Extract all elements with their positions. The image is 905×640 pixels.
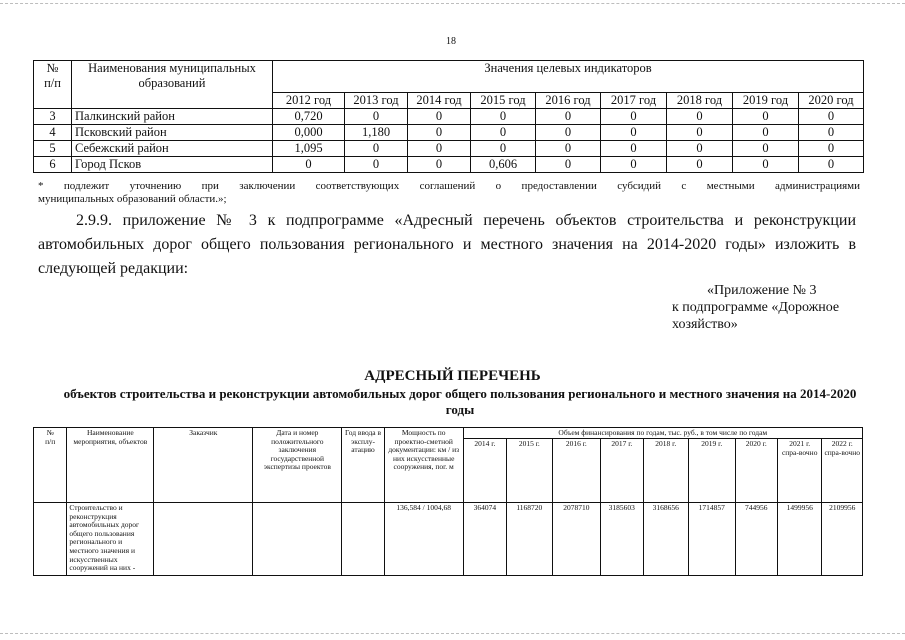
year-header: 2017 год [601, 93, 667, 109]
table-row [34, 109, 864, 125]
year-header: 2020 год [799, 93, 864, 109]
row-num: 4 [34, 125, 72, 141]
row-value: 0 [601, 109, 667, 125]
t2-header-capacity: Мощность по проектно-сметной документации: км / из них искусственные сооружения, пог. м [384, 428, 463, 503]
appendix-line-3: хозяйство» [672, 317, 738, 332]
row-value: 0 [471, 141, 536, 157]
col-header-values: Значения целевых индикаторов [273, 61, 864, 93]
appendix-line-1: «Приложение № 3 [707, 283, 817, 298]
t2-row-value: 744956 [735, 503, 777, 576]
row-value: 0,606 [471, 157, 536, 173]
row-num: 5 [34, 141, 72, 157]
row-value: 0 [345, 141, 408, 157]
row-value: 0 [408, 141, 471, 157]
row-value: 1,095 [273, 141, 345, 157]
row-value: 0 [345, 157, 408, 173]
row-value: 0 [667, 125, 733, 141]
t2-year-header: 2018 г. [643, 439, 688, 503]
row-value: 0,720 [273, 109, 345, 125]
t2-row-value: 364074 [463, 503, 506, 576]
address-list-table [33, 427, 863, 576]
page-number: 18 [446, 36, 456, 47]
top-scan-edge [0, 3, 905, 4]
year-header: 2015 год [471, 93, 536, 109]
row-name: Себежский район [72, 141, 273, 157]
t2-header-customer: Заказчик [154, 428, 253, 503]
year-header: 2014 год [408, 93, 471, 109]
row-value: 0 [733, 125, 799, 141]
row-value: 0 [536, 109, 601, 125]
row-value: 0 [601, 125, 667, 141]
row-value: 0 [536, 141, 601, 157]
year-header: 2018 год [667, 93, 733, 109]
t2-row-value: 1499956 [777, 503, 821, 576]
row-value: 0 [408, 157, 471, 173]
t2-year-header: 2022 г. спра-вочно [822, 439, 863, 503]
table-row [34, 503, 863, 576]
appendix-header [672, 282, 872, 333]
row-value: 0 [733, 141, 799, 157]
row-value: 0,000 [273, 125, 345, 141]
row-value: 0 [799, 157, 864, 173]
year-header: 2012 год [273, 93, 345, 109]
t2-row-num [34, 503, 67, 576]
t2-year-header: 2017 г. [601, 439, 643, 503]
bottom-scan-edge [0, 633, 905, 634]
t2-row-year [342, 503, 384, 576]
t2-row-name: Строительство и реконструкция автомобильных дорог общего пользования регионального и местного значения и искусственных сооружений на них - [67, 503, 154, 576]
t2-row-capacity: 136,584 / 1004,68 [384, 503, 463, 576]
t2-header-financing: Объем финансирования по годам, тыс. руб., в том числе по годам [463, 428, 862, 439]
t2-year-header: 2019 г. [689, 439, 736, 503]
amendment-paragraph: 2.9.9. приложение № 3 к подпрограмме «Адресный перечень объектов строительства и реконструкции автомобильных дорог общего пользования регионального и местного значения на 2014-2020 годы» изложить в следующей редакции: [38, 212, 856, 277]
row-name: Псковский район [72, 125, 273, 141]
row-num: 6 [34, 157, 72, 173]
row-num: 3 [34, 109, 72, 125]
row-value: 0 [601, 157, 667, 173]
table-row [34, 125, 864, 141]
row-value: 0 [667, 109, 733, 125]
row-value: 0 [273, 157, 345, 173]
row-value: 0 [345, 109, 408, 125]
t2-year-header: 2015 г. [507, 439, 552, 503]
row-value: 0 [799, 125, 864, 141]
row-value: 0 [733, 109, 799, 125]
footnote-line-2: муниципальных образований области.»; [38, 193, 227, 205]
t2-row-value: 3168656 [643, 503, 688, 576]
year-header: 2016 год [536, 93, 601, 109]
t2-header-expertise: Дата и номер положительного заключения государственной экспертизы проектов [253, 428, 342, 503]
t2-row-value: 2078710 [552, 503, 601, 576]
row-value: 0 [471, 109, 536, 125]
row-value: 0 [799, 109, 864, 125]
t2-header-num: № п/п [34, 428, 67, 503]
row-value: 0 [471, 125, 536, 141]
t2-row-value: 1168720 [507, 503, 552, 576]
appendix-line-2: к подпрограмме «Дорожное [672, 300, 840, 315]
row-value: 0 [667, 157, 733, 173]
document-title: АДРЕСНЫЙ ПЕРЕЧЕНЬ [364, 368, 541, 384]
t2-year-header: 2021 г. спра-вочно [777, 439, 821, 503]
row-value: 0 [536, 157, 601, 173]
row-value: 0 [536, 125, 601, 141]
row-name: Палкинский район [72, 109, 273, 125]
year-header: 2019 год [733, 93, 799, 109]
t2-year-header: 2016 г. [552, 439, 601, 503]
t2-year-header: 2020 г. [735, 439, 777, 503]
row-value: 0 [408, 109, 471, 125]
t2-row-expertise [253, 503, 342, 576]
row-value: 0 [799, 141, 864, 157]
year-header: 2013 год [345, 93, 408, 109]
row-value: 0 [408, 125, 471, 141]
row-value: 1,180 [345, 125, 408, 141]
row-value: 0 [601, 141, 667, 157]
row-name: Город Псков [72, 157, 273, 173]
target-indicators-table [33, 60, 864, 173]
t2-row-value: 3185603 [601, 503, 643, 576]
t2-header-year: Год ввода в эксплу-атацию [342, 428, 384, 503]
table-row [34, 141, 864, 157]
t2-row-customer [154, 503, 253, 576]
t2-year-header: 2014 г. [463, 439, 506, 503]
col-header-name: Наименования муниципальных образований [72, 61, 273, 109]
row-value: 0 [667, 141, 733, 157]
col-header-num: № п/п [34, 61, 72, 109]
table-row [34, 157, 864, 173]
t2-header-name: Наименование мероприятия, объектов [67, 428, 154, 503]
t2-row-value: 2109956 [822, 503, 863, 576]
document-subtitle: объектов строительства и реконструкции автомобильных дорог общего пользования регионального и местного значения на 2014-2020 годы [63, 386, 857, 417]
row-value: 0 [733, 157, 799, 173]
t2-row-value: 1714857 [689, 503, 736, 576]
footnote-line-1: * подлежит уточнению при заключении соответствующих соглашений о предоставлении субсидий с местными администрациями [38, 180, 860, 192]
